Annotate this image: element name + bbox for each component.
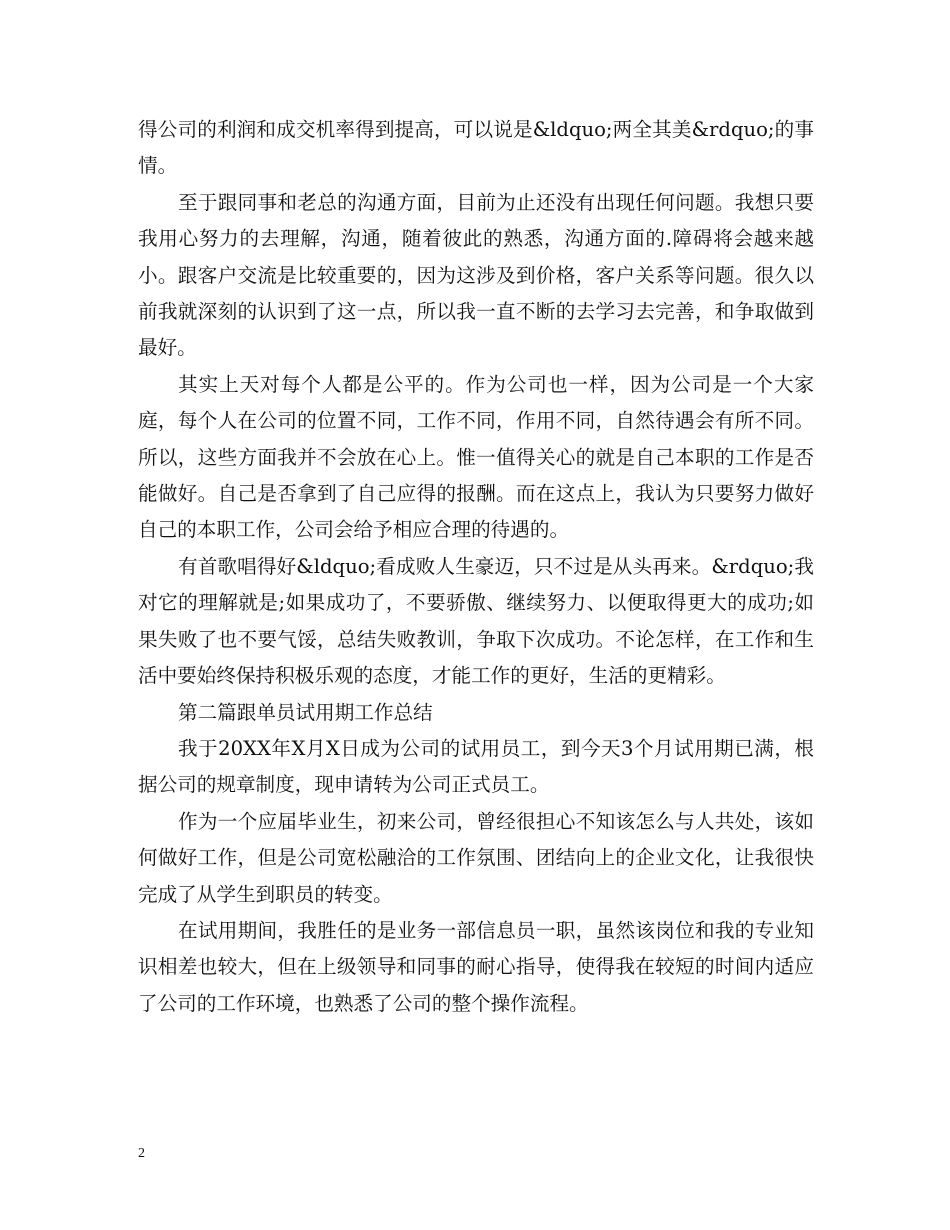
document-body: [138, 112, 814, 1022]
section-heading: 第二篇跟单员试用期工作总结: [178, 700, 433, 724]
paragraph-1: 得公司的利润和成交机率得到提高，可以说是&ldquo;两全其美&rdquo;的事情。: [138, 118, 814, 178]
paragraph-7: 在试用期间，我胜任的是业务一部信息员一职，虽然该岗位和我的专业知识相差也较大，但在上级领导和同事的耐心指导，使得我在较短的时间内适应了公司的工作环境，也熟悉了公司的整个操作流程。: [138, 918, 814, 1015]
paragraph-3: 其实上天对每个人都是公平的。作为公司也一样，因为公司是一个大家庭，每个人在公司的位置不同，工作不同，作用不同，自然待遇会有所不同。所以，这些方面我并不会放在心上。惟一值得关心的就是自己本职的工作是否能做好。自己是否拿到了自己应得的报酬。而在这点上，我认为只要努力做好自己的本职工作，公司会给予相应合理的待遇的。: [138, 372, 814, 542]
paragraph-2: 至于跟同事和老总的沟通方面，目前为止还没有出现任何问题。我想只要我用心努力的去理解，沟通，随着彼此的熟悉，沟通方面的.障碍将会越来越小。跟客户交流是比较重要的，因为这涉及到价格，客户关系等问题。很久以前我就深刻的认识到了这一点，所以我一直不断的去学习去完善，和争取做到最好。: [138, 190, 814, 360]
page-number: 2: [138, 1146, 145, 1161]
paragraph-5: 我于20XX年X月X日成为公司的试用员工，到今天3个月试用期已满，根据公司的规章制度，现申请转为公司正式员工。: [138, 736, 814, 797]
paragraph-6: 作为一个应届毕业生，初来公司，曾经很担心不知该怎么与人共处，该如何做好工作，但是公司宽松融洽的工作氛围、团结向上的企业文化，让我很快完成了从学生到职员的转变。: [138, 809, 814, 906]
paragraph-4: 有首歌唱得好&ldquo;看成败人生豪迈，只不过是从头再来。&rdquo;我对它的理解就是;如果成功了，不要骄傲、继续努力、以便取得更大的成功;如果失败了也不要气馁，总结失败教训，争取下次成功。不论怎样，在工作和生活中要始终保持积极乐观的态度，才能工作的更好，生活的更精彩。: [138, 554, 814, 688]
